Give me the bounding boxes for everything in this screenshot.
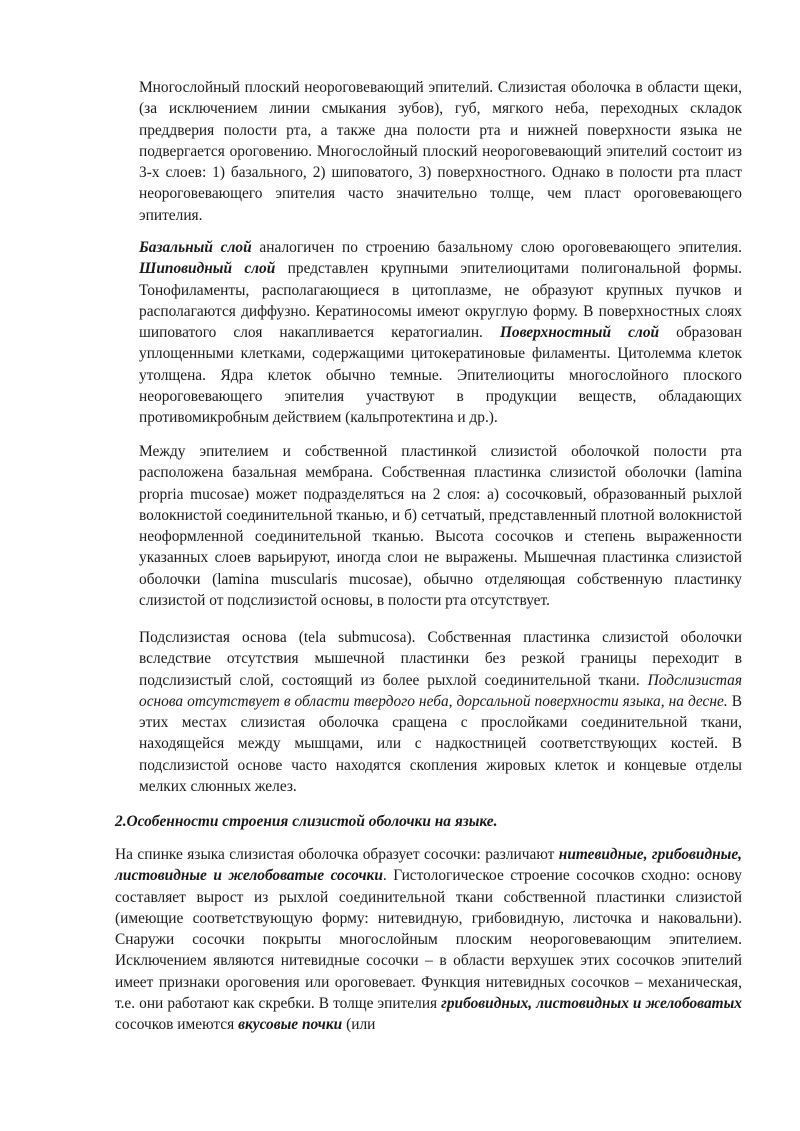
paragraph-text: аналогичен по строению базальному слою ороговевающего эпителия. (251, 239, 742, 256)
paragraph-text: Многослойный плоский неороговевающий эпителий. Слизистая оболочка в области щеки, (за исключением линии смыкания зубов), губ, мягкого неба, переходных складок преддверия полости рта, а также дна полости рта и нижней поверхности языка не подвергается ороговению. Многослойный плоский неороговевающий эпителий состоит из 3-х слоев: 1) базального, 2) шиповатого, 3) поверхностного. Однако в полости рта пласт неороговевающего эпителия часто значительно толще, чем пласт ороговевающего эпителия. (139, 79, 742, 224)
paragraph-lamina-propria (139, 441, 742, 611)
paragraph-text: . Гистологическое строение сосочков сходно: основу составляет вырост из рыхлой соединительной ткани собственной пластинки слизистой (имеющие соответствующую форму: нитевидную, грибовидную, листочка и наковальни). Снаружи сосочки покрыты многослойным плоским неороговевающим эпителием. Исключением являются нитевидные сосочки – в области верхушек этих сосочков эпителий имеет признаки ороговения или ороговевает. Функция нитевидных сосочков – механическая, т.е. они работают как скребки. В толще эпителия (115, 867, 742, 1013)
section-heading-tongue: 2.Особенности строения слизистой оболочки на языке. (115, 813, 498, 830)
paragraph-submucosa (139, 627, 742, 797)
term-basal-layer: Базальный слой (139, 239, 252, 256)
term-papillae-types: нитевидные, грибовидные, листовидные и желобоватые сосочки (115, 846, 742, 885)
paragraph-layers (139, 237, 742, 429)
paragraph-text: Подслизистая основа (tela submucosa). Собственная пластинка слизистой оболочки вследствие отсутствия мышечной пластинки без резкой границы переходит в подслизистый слой, состоящий из более рыхлой соединительной ткани. (139, 629, 742, 689)
paragraph-text: Между эпителием и собственной пластинкой слизистой оболочкой полости рта расположена базальная мембрана. Собственная пластинка слизистой оболочки (lamina propria mucosae) может подразделяться на 2 слоя: а) сосочковый, образованный рыхлой волокнистой соединительной тканью, и б) сетчатый, представленный плотной волокнистой неоформленной соединительной тканью. Высота сосочков и степень выраженности указанных слоев варьируют, иногда слои не выражены. Мышечная пластинка слизистой оболочки (lamina muscularis mucosae), обычно отделяющая собственную пластинку слизистой от подслизистой основы, в полости рта отсутствует. (139, 443, 742, 610)
paragraph-text: В этих местах слизистая оболочка сращена с прослойками соединительной ткани, находящейся между мышцами, или с надкостницей соответствующих костей. В подслизистой основе часто находятся скопления жировых клеток и концевые отделы мелких слюнных желез. (139, 692, 742, 796)
term-papillae-with-taste-buds: грибовидных, листовидных и желобоватых (441, 995, 742, 1013)
paragraph-tongue-papillae (115, 844, 742, 1036)
paragraph-text: сосочков имеются (115, 1016, 239, 1034)
paragraph-text: На спинке языка слизистая оболочка образует сосочки: различают (115, 846, 559, 863)
paragraph-text: образован уплощенными клетками, содержащими цитокератиновые филаменты. Цитолемма клеток утолщена. Ядра клеток обычно темные. Эпителиоциты многослойного плоского неороговевающего эпителия участвуют в продукции веществ, обладающих противомикробным действием (кальпротектина и др.). (139, 324, 742, 427)
italic-note-submucosa-absent: Подслизистая основа отсутствует в области твердого неба, дорсальной поверхности языка, на десне. (139, 671, 742, 710)
paragraph-text: (или (342, 1016, 376, 1034)
term-spinous-layer: Шиповидный слой (139, 260, 276, 278)
term-surface-layer: Поверхностный слой (499, 324, 660, 342)
term-taste-buds: вкусовые почки (238, 1016, 343, 1034)
paragraph-text: представлен крупными эпителиоцитами полигональной формы. Тонофиламенты, располагающиеся в цитоплазме, не образуют крупных пучков и располагаются диффузно. Кератиносомы имеют округлую форму. В поверхностных слоях шиповатого слоя накапливается кератогиалин. (139, 260, 742, 342)
paragraph-epithelium-intro (139, 77, 742, 226)
